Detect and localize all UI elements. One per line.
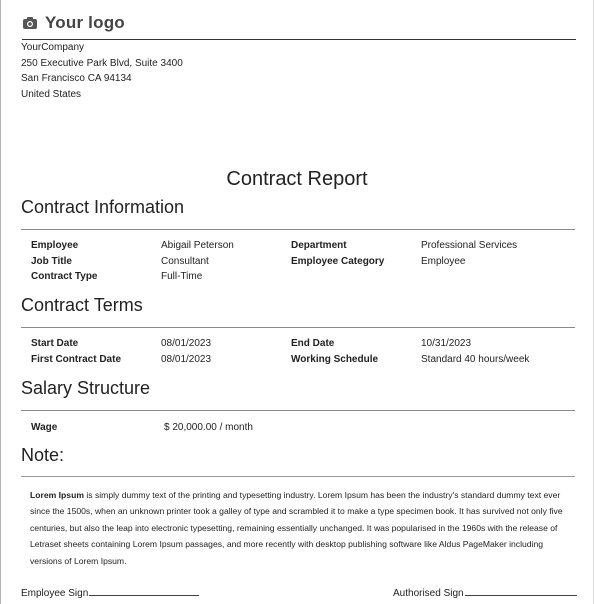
note-lead: Lorem Ipsum xyxy=(30,490,84,500)
report-title: Contract Report xyxy=(226,168,368,190)
terms-value: 08/01/2023 xyxy=(161,353,212,365)
note-divider xyxy=(21,476,575,477)
wage-value: $ 20,000.00 / month xyxy=(164,422,253,434)
terms-label: Working Schedule xyxy=(291,353,379,365)
employee-sign-label: Employee Sign xyxy=(21,588,89,599)
authorised-sign xyxy=(393,586,577,599)
terms-value: 08/01/2023 xyxy=(161,338,212,350)
terms-label: First Contract Date xyxy=(31,353,122,365)
info-row xyxy=(31,254,551,270)
terms-value: Standard 40 hours/week xyxy=(421,353,530,365)
note-text xyxy=(30,487,565,569)
employee-sign xyxy=(21,586,199,599)
contract-information-divider xyxy=(21,229,575,230)
info-label: Employee xyxy=(31,240,79,252)
company-street: 250 Executive Park Blvd, Suite 3400 xyxy=(21,57,183,69)
company-name: YourCompany xyxy=(21,42,85,53)
terms-label: End Date xyxy=(291,338,335,350)
note-body: is simply dummy text of the printing and typesetting industry. Lorem Ipsum has been the industry's standard dummy text ever since the 1500s, when an unknown printer took a galley of type and scrambled it to make a type specimen book. It has survived not only five centuries, but also the leap into electronic typesetting, remaining essentially unchanged. It was popularised in the 1960s with the release of Letraset sheets containing Lorem Ipsum passages, and more recently with desktop publishing software like Aldus PageMaker including versions of Lorem Ipsum. xyxy=(30,490,563,566)
company-city: San Francisco CA 94134 xyxy=(21,73,132,84)
contract-terms-grid xyxy=(31,336,551,367)
info-label: Department xyxy=(291,240,347,252)
info-row xyxy=(31,238,551,254)
salary-structure-divider xyxy=(21,410,575,411)
company-address xyxy=(21,40,183,102)
terms-label: Start Date xyxy=(31,338,79,350)
contract-terms-title: Contract Terms xyxy=(21,295,143,315)
info-label: Contract Type xyxy=(31,271,98,283)
contract-information-title: Contract Information xyxy=(21,197,185,217)
wage-label: Wage xyxy=(31,422,58,434)
logo-text: Your logo xyxy=(45,13,125,32)
authorised-sign-label: Authorised Sign xyxy=(393,588,464,599)
info-value: Professional Services xyxy=(421,240,518,252)
page-left-border xyxy=(0,0,1,604)
camera-icon xyxy=(22,16,38,30)
authorised-sign-line xyxy=(465,586,577,596)
info-label: Employee Category xyxy=(291,255,385,267)
company-country: United States xyxy=(21,88,82,100)
terms-value: 10/31/2023 xyxy=(421,338,472,350)
info-value: Full-Time xyxy=(161,271,203,283)
note-title: Note: xyxy=(21,445,65,465)
employee-sign-line xyxy=(89,586,199,596)
report-header xyxy=(22,10,576,36)
salary-structure-grid xyxy=(31,420,551,436)
contract-terms-divider xyxy=(21,327,575,328)
terms-row xyxy=(31,336,551,352)
info-label: Job Title xyxy=(31,255,72,267)
terms-row xyxy=(31,352,551,368)
info-value: Consultant xyxy=(161,255,209,267)
salary-row xyxy=(31,420,551,436)
info-row xyxy=(31,269,551,285)
company-logo xyxy=(22,10,576,36)
salary-structure-title: Salary Structure xyxy=(21,378,151,398)
contract-information-grid xyxy=(31,238,551,285)
info-value: Abigail Peterson xyxy=(161,240,234,252)
info-value: Employee xyxy=(421,255,466,267)
